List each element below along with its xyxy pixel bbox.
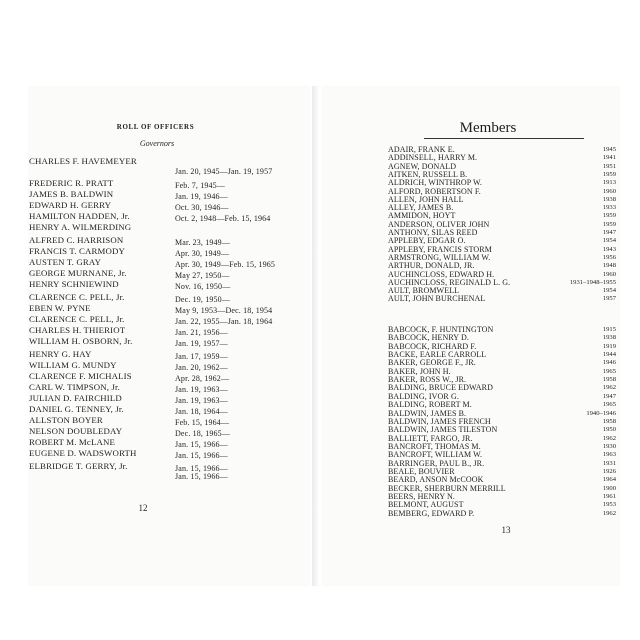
member-row [322, 384, 620, 392]
member-year: 1957 [602, 295, 616, 303]
officer-term: Jan. 19, 1957— [175, 339, 228, 348]
officer-term: Jan. 19, 1946— [175, 192, 228, 201]
officer-term: Jan. 15, 1966— [175, 464, 228, 473]
officer-row [28, 246, 310, 257]
member-year: 1954 [602, 287, 616, 295]
officer-name: DANIEL G. TENNEY, Jr. [29, 404, 124, 414]
officer-name: ELBRIDGE T. GERRY, Jr. [29, 461, 128, 471]
member-year: 1965 [602, 401, 616, 409]
member-name: APPLEBY, EDGAR O. [388, 236, 466, 246]
member-year: 1959 [602, 212, 616, 220]
member-row [322, 368, 620, 376]
member-name: BALDING, BRUCE EDWARD [388, 383, 493, 393]
members-title: Members [459, 120, 517, 136]
member-name: BEARD, ANSON McCOOK [388, 475, 484, 485]
member-year: 1919 [602, 342, 616, 350]
member-year: 1947 [602, 392, 616, 400]
member-name: AGNEW, DONALD [388, 161, 457, 171]
member-year: 1964 [602, 476, 616, 484]
officer-name: CLARENCE C. PELL, Jr. [29, 292, 125, 302]
officer-name: ROBERT M. McLANE [29, 437, 116, 447]
member-year: 1938 [602, 334, 616, 342]
member-name: BABCOCK, HENRY D. [388, 333, 469, 343]
member-year: 1962 [602, 509, 616, 517]
officer-name: HENRY SCHNIEWIND [29, 279, 119, 289]
member-year: 1938 [602, 195, 616, 203]
officer-name: CLARENCE C. PELL, Jr. [29, 314, 125, 324]
officer-term: Jan. 20, 1962— [175, 363, 228, 372]
officer-row [28, 325, 310, 336]
officer-term: Apr. 30, 1949—Feb. 15, 1965 [175, 260, 276, 269]
member-year: 1940–1946 [586, 409, 616, 417]
officer-term: Feb. 7, 1945— [175, 181, 225, 190]
member-year: 1959 [602, 220, 616, 228]
member-year: 1960 [602, 187, 616, 195]
officer-term: Jan. 21, 1956— [175, 328, 228, 337]
member-row [322, 196, 620, 204]
officer-name: JAMES B. BALDWIN [29, 189, 114, 199]
officer-row [28, 461, 310, 472]
member-year: 1958 [602, 417, 616, 425]
officer-name: EDWARD H. GERRY [29, 200, 112, 210]
member-name: BABCOCK, F. HUNTINGTON [388, 325, 494, 334]
officer-row [28, 178, 310, 189]
officer-term: Jan. 19, 1963— [175, 396, 228, 405]
member-name: ARTHUR, DONALD, JR. [388, 261, 475, 271]
member-name: BALDING, ROBERT M. [388, 400, 472, 410]
member-year: 1960 [602, 270, 616, 278]
member-name: BECKER, SHERBURN MERRILL [388, 483, 506, 493]
member-name: ALDRICH, WINTHROP W. [388, 178, 483, 188]
officer-name: GEORGE MURNANE, Jr. [29, 268, 127, 278]
member-year: 1926 [602, 467, 616, 475]
officer-row [28, 167, 310, 178]
member-year: 1965 [602, 367, 616, 375]
officer-term: Jan. 20, 1945—Jan. 19, 1957 [175, 167, 273, 176]
officer-row [28, 336, 310, 347]
officer-row [28, 448, 310, 459]
member-name: BALLIETT, FARGO, JR. [388, 433, 473, 443]
member-name: BEMBERG, EDWARD P. [388, 508, 475, 518]
officer-name: JULIAN D. FAIRCHILD [29, 393, 122, 403]
officer-term: Dec. 18, 1965— [175, 429, 230, 438]
member-year: 1930 [602, 442, 616, 450]
officer-name: EBEN W. PYNE [29, 303, 91, 313]
officer-row [28, 211, 310, 222]
officer-term: Jan. 15, 1966— [175, 451, 228, 460]
member-year: 1961 [602, 493, 616, 500]
officer-term: Nov. 16, 1950— [175, 282, 231, 291]
officer-term: Jan. 15, 1966— [175, 440, 228, 449]
member-name: ANDERSON, OLIVER JOHN [388, 219, 490, 229]
officer-name: EUGENE D. WADSWORTH [29, 448, 137, 458]
officer-row [28, 371, 310, 382]
left-page [28, 86, 310, 586]
member-year: 1953 [602, 501, 616, 509]
officer-name: ALFRED C. HARRISON [29, 235, 124, 245]
member-year: 1945 [602, 146, 616, 153]
officer-name: CHARLES F. HAVEMEYER [29, 156, 137, 166]
officer-name: CHARLES H. THIERIOT [29, 325, 126, 335]
member-row [322, 401, 620, 409]
officer-row [28, 279, 310, 290]
member-name: BEALE, BOUVIER [388, 466, 455, 476]
member-name: ALFORD, ROBERTSON F. [388, 186, 481, 196]
member-name: ADAIR, FRANK E. [388, 145, 455, 154]
officer-row [28, 360, 310, 371]
members-title-rule [424, 138, 584, 139]
member-year: 1933 [602, 204, 616, 212]
officer-term: Jan. 18, 1964— [175, 407, 228, 416]
governors-heading: Governors [139, 139, 175, 148]
book-gutter [312, 86, 318, 586]
member-name: BAKER, ROSS W., JR. [388, 375, 467, 385]
member-name: BALDWIN, JAMES TILESTON [388, 425, 498, 435]
member-year: 1954 [602, 237, 616, 245]
member-year: 1941 [602, 154, 616, 162]
page-number-left: 12 [138, 503, 148, 513]
officer-row [28, 393, 310, 404]
member-name: AULT, BROMWELL [388, 286, 460, 296]
member-name: BELMONT, AUGUST [388, 500, 464, 510]
member-year: 1962 [602, 434, 616, 442]
officer-row [28, 314, 310, 325]
member-row [322, 229, 620, 237]
officer-row [28, 156, 310, 167]
officer-term: Jan. 19, 1963— [175, 385, 228, 394]
officer-name: HENRY A. WILMERDING [29, 222, 132, 232]
officer-term: Jan. 17, 1959— [175, 352, 228, 361]
officer-term: Feb. 15, 1964— [175, 418, 230, 427]
officer-term: Apr. 28, 1962— [175, 374, 230, 383]
officer-name: FRANCIS T. CARMODY [29, 246, 125, 256]
member-name: AULT, JOHN BURCHENAL [388, 294, 486, 304]
officer-row [28, 235, 310, 246]
member-year: 1915 [602, 326, 616, 333]
member-name: BACKE, EARLE CARROLL [388, 350, 487, 360]
member-year: 1946 [602, 359, 616, 367]
member-year: 1931–1948–1955 [569, 278, 616, 286]
officer-term: Jan. 15, 1966— [175, 472, 228, 481]
member-row [322, 326, 620, 334]
member-name: BALDWIN, JAMES FRENCH [388, 416, 491, 426]
member-name: APPLEBY, FRANCIS STORM [388, 244, 492, 254]
officer-term: Oct. 30, 1946— [175, 203, 229, 212]
member-row [322, 460, 620, 468]
member-year: 1931 [602, 459, 616, 467]
member-name: ALLEY, JAMES B. [388, 203, 454, 213]
member-row [322, 510, 620, 518]
member-name: AMMIDON, HOYT [388, 211, 456, 221]
member-name: BALDWIN, JAMES B. [388, 408, 467, 418]
member-year: 1962 [602, 384, 616, 392]
member-name: BEERS, HENRY N. [388, 492, 455, 501]
officer-row [28, 189, 310, 200]
officer-row [28, 200, 310, 211]
member-row [322, 485, 620, 493]
member-name: ADDINSELL, HARRY M. [388, 153, 478, 163]
member-name: BALDING, IVOR G. [388, 391, 459, 401]
member-name: BANCROFT, WILLIAM W. [388, 450, 483, 460]
officer-row [28, 292, 310, 303]
member-row [322, 279, 620, 287]
officer-name: FREDERIC R. PRATT [29, 178, 114, 188]
officer-term: Jan. 22, 1955—Jan. 18, 1964 [175, 317, 273, 326]
member-year: 1958 [602, 376, 616, 384]
officer-name: HAMILTON HADDEN, Jr. [29, 211, 130, 221]
member-name: BAKER, GEORGE F., JR. [388, 358, 476, 368]
member-row [322, 426, 620, 434]
member-year: 1948 [602, 262, 616, 270]
member-year: 1944 [602, 351, 616, 359]
member-year: 1913 [602, 179, 616, 187]
member-row [322, 163, 620, 171]
member-row [322, 262, 620, 270]
officer-row [28, 404, 310, 415]
officer-name: ALLSTON BOYER [29, 415, 103, 425]
member-name: BAKER, JOHN H. [388, 366, 451, 376]
member-name: BARRINGER, PAUL B., JR. [388, 458, 485, 468]
officer-term: Oct. 2, 1948—Feb. 15, 1964 [175, 214, 271, 223]
member-name: ALLEN, JOHN HALL [388, 194, 464, 204]
member-row [322, 204, 620, 212]
member-row [322, 295, 620, 303]
member-name: ANTHONY, SILAS REED [388, 228, 478, 237]
officer-row [28, 426, 310, 437]
member-name: AITKEN, RUSSELL B. [388, 169, 468, 179]
member-name: BABCOCK, RICHARD F. [388, 341, 477, 351]
officer-row [28, 268, 310, 279]
right-page [322, 86, 620, 586]
member-row [322, 493, 620, 501]
page-number-right: 13 [501, 525, 511, 535]
member-year: 1956 [602, 253, 616, 261]
officer-term: May 9, 1953—Dec. 18, 1954 [175, 306, 273, 315]
officer-row [28, 303, 310, 314]
member-name: ARMSTRONG, WILLIAM W. [388, 252, 491, 262]
officer-term: May 27, 1950— [175, 271, 230, 280]
officer-term: Mar. 23, 1949— [175, 238, 230, 247]
member-year: 1950 [602, 426, 616, 434]
member-name: AUCHINCLOSS, REGINALD L. G. [388, 277, 511, 287]
officer-row [28, 437, 310, 448]
member-row [322, 179, 620, 187]
officer-row [28, 415, 310, 426]
officer-name: CLARENCE F. MICHALIS [29, 371, 132, 381]
member-name: BANCROFT, THOMAS M. [388, 441, 481, 451]
member-year: 1943 [602, 245, 616, 253]
member-year: 1951 [602, 162, 616, 170]
officer-row [28, 349, 310, 360]
officer-row [28, 222, 310, 233]
officer-row [28, 382, 310, 393]
member-year: 1900 [602, 484, 616, 492]
officer-name: AUSTEN T. GRAY [29, 257, 102, 267]
officer-name: HENRY G. HAY [29, 349, 92, 359]
officer-term: Apr. 30, 1949— [175, 249, 230, 258]
officer-name: WILLIAM H. OSBORN, Jr. [29, 336, 133, 346]
member-row [322, 359, 620, 367]
member-year: 1959 [602, 170, 616, 178]
member-name: AUCHINCLOSS, EDWARD H. [388, 269, 495, 279]
roll-title: ROLL OF OFFICERS [116, 123, 195, 131]
member-year: 1947 [602, 229, 616, 236]
member-year: 1963 [602, 451, 616, 459]
member-row [322, 154, 620, 162]
officer-row [28, 257, 310, 268]
officer-row [28, 472, 310, 483]
member-row [322, 188, 620, 196]
officer-term: Dec. 19, 1950— [175, 295, 230, 304]
officer-name: NELSON DOUBLEDAY [29, 426, 123, 436]
officer-name: WILLIAM G. MUNDY [29, 360, 117, 370]
officer-name: CARL W. TIMPSON, Jr. [29, 382, 120, 392]
